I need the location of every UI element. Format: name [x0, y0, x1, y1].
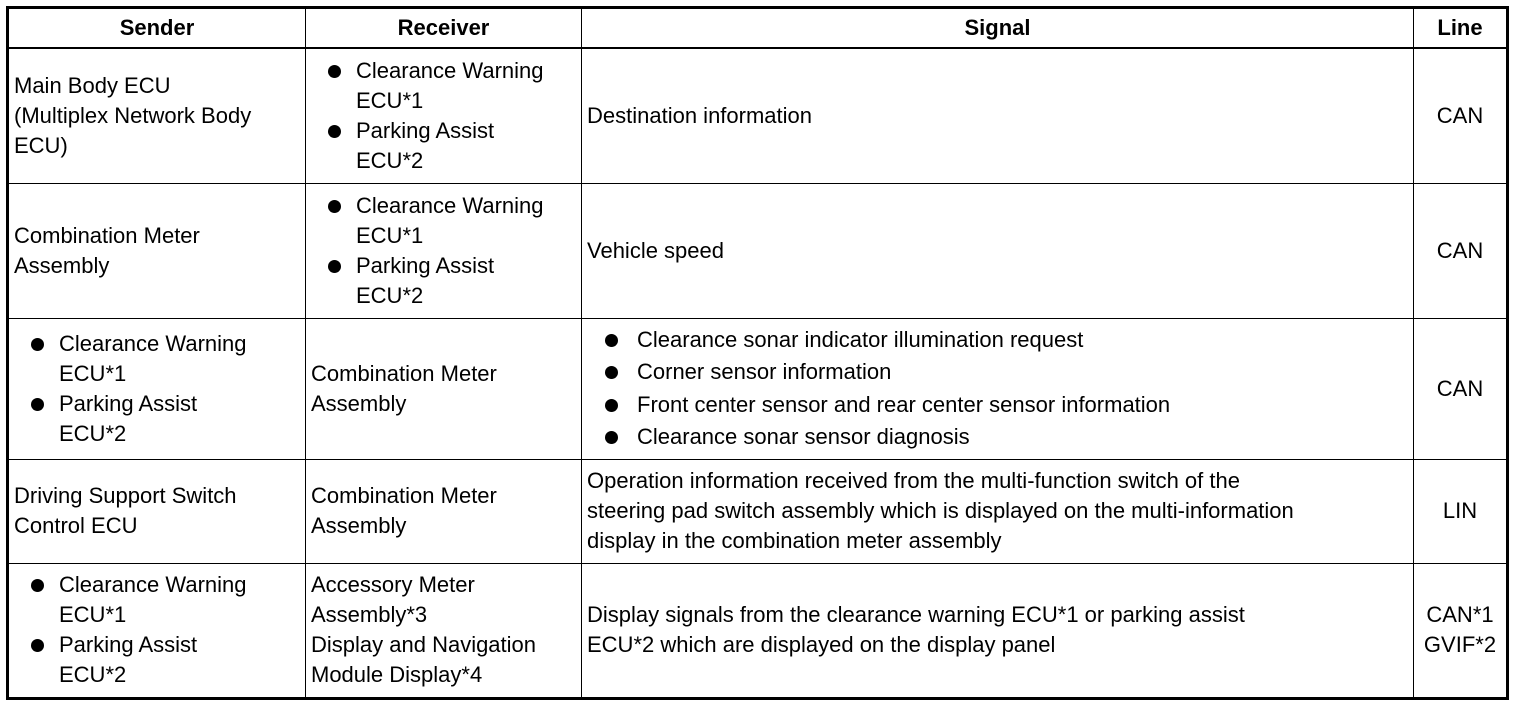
line-text: CAN — [1436, 102, 1484, 128]
item-line: Clearance Warning — [59, 572, 247, 597]
line-cell — [1414, 48, 1508, 183]
item-line: Parking Assist — [59, 390, 198, 416]
sender-line: Combination Meter — [14, 222, 200, 248]
item-line: Clearance Warning — [356, 192, 544, 218]
line-cell — [1414, 318, 1508, 459]
list-item — [14, 630, 300, 690]
sender-cell — [8, 459, 306, 563]
signal-cell — [582, 563, 1414, 698]
signal-cell — [582, 318, 1414, 459]
sender-cell — [8, 48, 306, 183]
item-line: Parking Assist — [59, 632, 198, 657]
line-text: GVIF*2 — [1423, 632, 1497, 657]
header-sender: Sender — [8, 8, 306, 49]
item-line: ECU*1 — [59, 602, 127, 627]
item-line: ECU*2 — [59, 420, 127, 446]
communication-table — [6, 6, 1509, 700]
list-item — [14, 389, 300, 449]
sender-line: Main Body ECU — [14, 72, 171, 98]
item-line: Clearance Warning — [59, 330, 247, 356]
table-row — [8, 459, 1508, 563]
line-cell — [1414, 459, 1508, 563]
receiver-line: Assembly — [311, 513, 407, 538]
receiver-cell — [306, 183, 582, 318]
line-text: CAN — [1436, 375, 1484, 401]
item-line: Clearance Warning — [356, 57, 544, 83]
list-item — [311, 251, 576, 311]
list-item: Front center sensor and rear center sensor information — [587, 389, 1408, 422]
list-item: Clearance sonar indicator illumination request — [587, 324, 1408, 357]
line-text: CAN*1 — [1426, 602, 1494, 627]
sender-line: Assembly — [14, 252, 110, 278]
receiver-cell — [306, 459, 582, 563]
line-text: LIN — [1442, 498, 1478, 523]
receiver-line: Assembly — [311, 390, 407, 416]
item-line: Parking Assist — [356, 252, 495, 278]
receiver-list — [311, 56, 576, 176]
list-item — [311, 116, 576, 176]
signal-line: steering pad switch assembly which is displayed on the multi-information — [587, 498, 1294, 523]
item-line: ECU*1 — [59, 360, 127, 386]
item-line: ECU*2 — [356, 282, 424, 308]
signal-text: Vehicle speed — [587, 237, 724, 263]
list-item — [311, 191, 576, 251]
list-item — [14, 329, 300, 389]
list-item — [311, 56, 576, 116]
receiver-line: Combination Meter — [311, 360, 497, 386]
item-line: ECU*2 — [356, 147, 424, 173]
item-line: ECU*2 — [59, 662, 127, 687]
sender-cell — [8, 318, 306, 459]
signal-list — [587, 324, 1408, 454]
receiver-cell — [306, 318, 582, 459]
list-item: Corner sensor information — [587, 356, 1408, 389]
table-row — [8, 318, 1508, 459]
header-signal: Signal — [582, 8, 1414, 49]
receiver-line: Module Display*4 — [311, 662, 483, 687]
header-row — [8, 8, 1508, 49]
receiver-line: Accessory Meter — [311, 572, 475, 597]
receiver-line: Assembly*3 — [311, 602, 428, 627]
table-row — [8, 48, 1508, 183]
receiver-line: Combination Meter — [311, 483, 497, 508]
item-line: Parking Assist — [356, 117, 495, 143]
signal-cell — [582, 183, 1414, 318]
receiver-line: Display and Navigation — [311, 632, 537, 657]
sender-list — [14, 570, 300, 690]
signal-line: display in the combination meter assembly — [587, 528, 1002, 553]
sender-line: (Multiplex Network Body — [14, 102, 252, 128]
item-line: ECU*1 — [356, 87, 424, 113]
signal-cell — [582, 48, 1414, 183]
sender-cell — [8, 563, 306, 698]
line-text: CAN — [1436, 237, 1484, 263]
receiver-cell — [306, 48, 582, 183]
table-row — [8, 563, 1508, 698]
line-cell — [1414, 183, 1508, 318]
receiver-cell — [306, 563, 582, 698]
sender-line: ECU) — [14, 132, 68, 158]
signal-cell — [582, 459, 1414, 563]
signal-line: Operation information received from the multi-function switch of the — [587, 468, 1240, 493]
sender-list — [14, 329, 300, 449]
list-item: Clearance sonar sensor diagnosis — [587, 421, 1408, 454]
table-row — [8, 183, 1508, 318]
signal-line: Display signals from the clearance warning ECU*1 or parking assist — [587, 602, 1245, 627]
receiver-list — [311, 191, 576, 311]
item-line: ECU*1 — [356, 222, 424, 248]
header-receiver: Receiver — [306, 8, 582, 49]
sender-cell — [8, 183, 306, 318]
sender-line: Driving Support Switch — [14, 483, 237, 508]
sender-line: Control ECU — [14, 513, 138, 538]
list-item — [14, 570, 300, 630]
signal-text: Destination information — [587, 102, 813, 128]
header-line: Line — [1414, 8, 1508, 49]
signal-line: ECU*2 which are displayed on the display panel — [587, 632, 1056, 657]
line-cell — [1414, 563, 1508, 698]
